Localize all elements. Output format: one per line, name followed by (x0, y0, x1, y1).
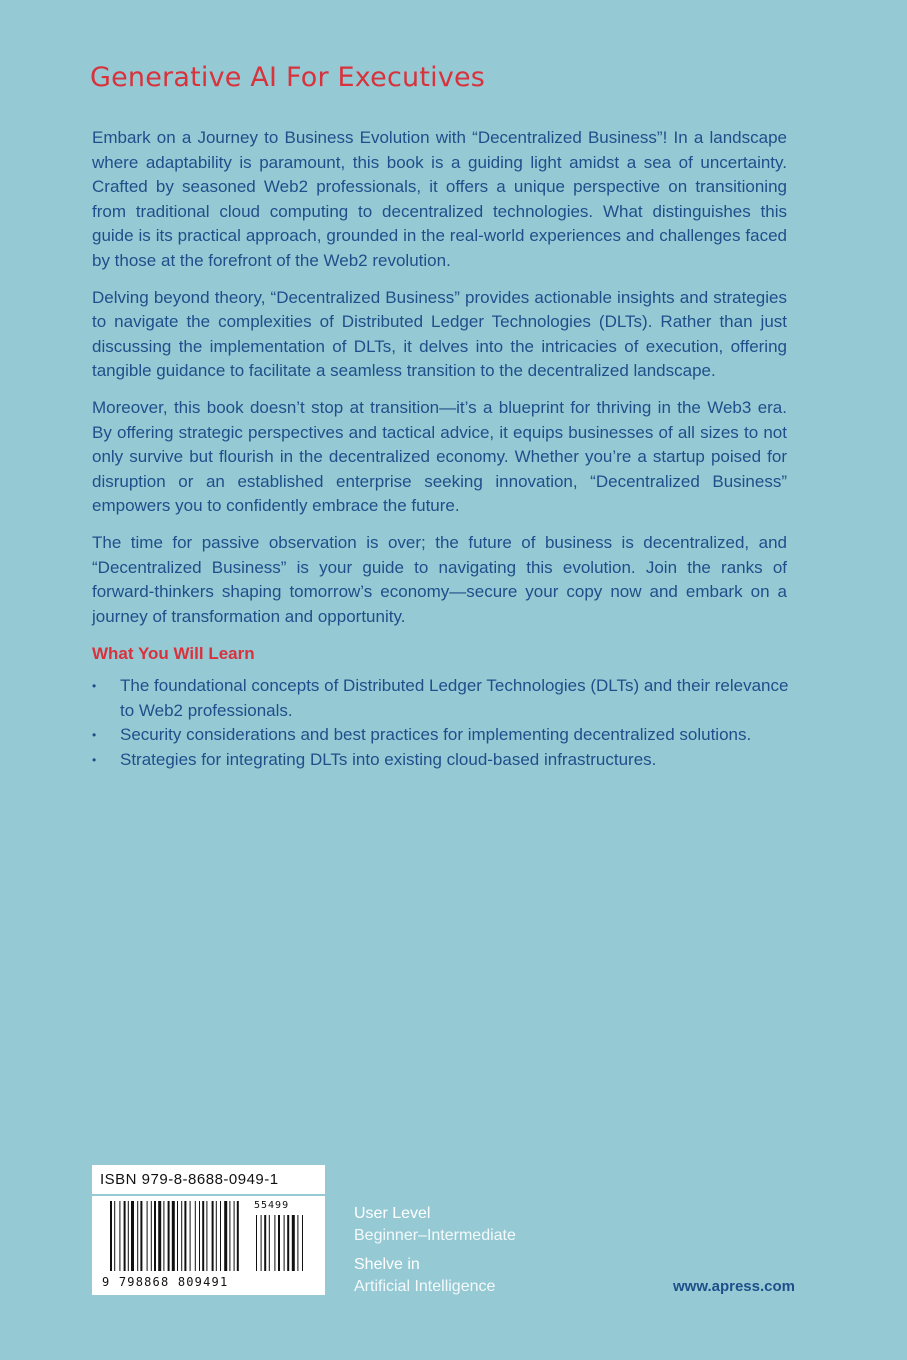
learn-item (92, 723, 792, 748)
barcode-addon-digits: 55499 (254, 1200, 290, 1211)
learn-item (92, 674, 792, 723)
barcode-digits: 9 798868 809491 (102, 1275, 229, 1289)
learn-item-text: Strategies for integrating DLTs into existing cloud-based infrastructures. (120, 749, 657, 769)
book-title: Generative AI For Executives (90, 62, 486, 93)
description-paragraph: The time for passive observation is over; the future of business is decentralized, and “Decentralized Business” is your guide to navigating this evolution. Join the ranks of forward-thinkers shaping tomorrow’s economy—secure your copy now and embark on a journey of transformation and opportunity. (92, 532, 787, 626)
shelve-label: Shelve in (354, 1256, 420, 1273)
user-level-value: Beginner–Intermediate (354, 1227, 516, 1244)
user-level-label: User Level (354, 1205, 431, 1222)
learn-item-text: Security considerations and best practices for implementing decentralized solutions. (120, 725, 752, 745)
description-paragraph: Embark on a Journey to Business Evolution with “Decentralized Business”! In a landscape where adaptability is paramount, this book is a guiding light amidst a sea of uncertainty. Crafted by seasoned Web2 professionals, it offers a unique perspective on transitioning from traditional cloud computing to decentralized technologies. What distinguishes this guide is its practical approach, grounded in the real-world experiences and challenges faced by those at the forefront of the Web2 revolution. (92, 128, 787, 270)
learn-heading: What You Will Learn (92, 644, 255, 663)
description (92, 126, 787, 641)
barcode-icon (110, 1201, 315, 1273)
bullet-icon: • (92, 728, 97, 743)
isbn-label: ISBN 979-8-8688-0949-1 (100, 1171, 279, 1188)
isbn-divider (92, 1194, 325, 1196)
bullet-icon: • (92, 679, 97, 693)
publisher-url[interactable]: www.apress.com (673, 1278, 795, 1295)
learn-item-text: The foundational concepts of Distributed Ledger Technologies (DLTs) and their relevance to Web2 professionals. (120, 676, 789, 720)
learn-item (92, 748, 792, 773)
description-paragraph: Moreover, this book doesn’t stop at transition—it’s a blueprint for thriving in the Web3 era. By offering strategic perspectives and tactical advice, it equips businesses of all sizes to not only survive but flourish in the decentralized economy. Whether you’re a startup poised for disruption or an established enterprise seeking innovation, “Decentralized Business” empowers you to confidently embrace the future. (92, 397, 787, 516)
shelve-value: Artificial Intelligence (354, 1278, 496, 1295)
description-paragraph: Delving beyond theory, “Decentralized Business” provides actionable insights and strategies to navigate the complexities of Distributed Ledger Technologies (DLTs). Rather than just discussing the implementation of DLTs, it delves into the intricacies of execution, offering tangible guidance to facilitate a seamless transition to the decentralized landscape. (92, 287, 787, 381)
isbn-barcode-box (92, 1165, 325, 1295)
bullet-icon: • (92, 752, 97, 767)
learn-list (92, 674, 792, 772)
